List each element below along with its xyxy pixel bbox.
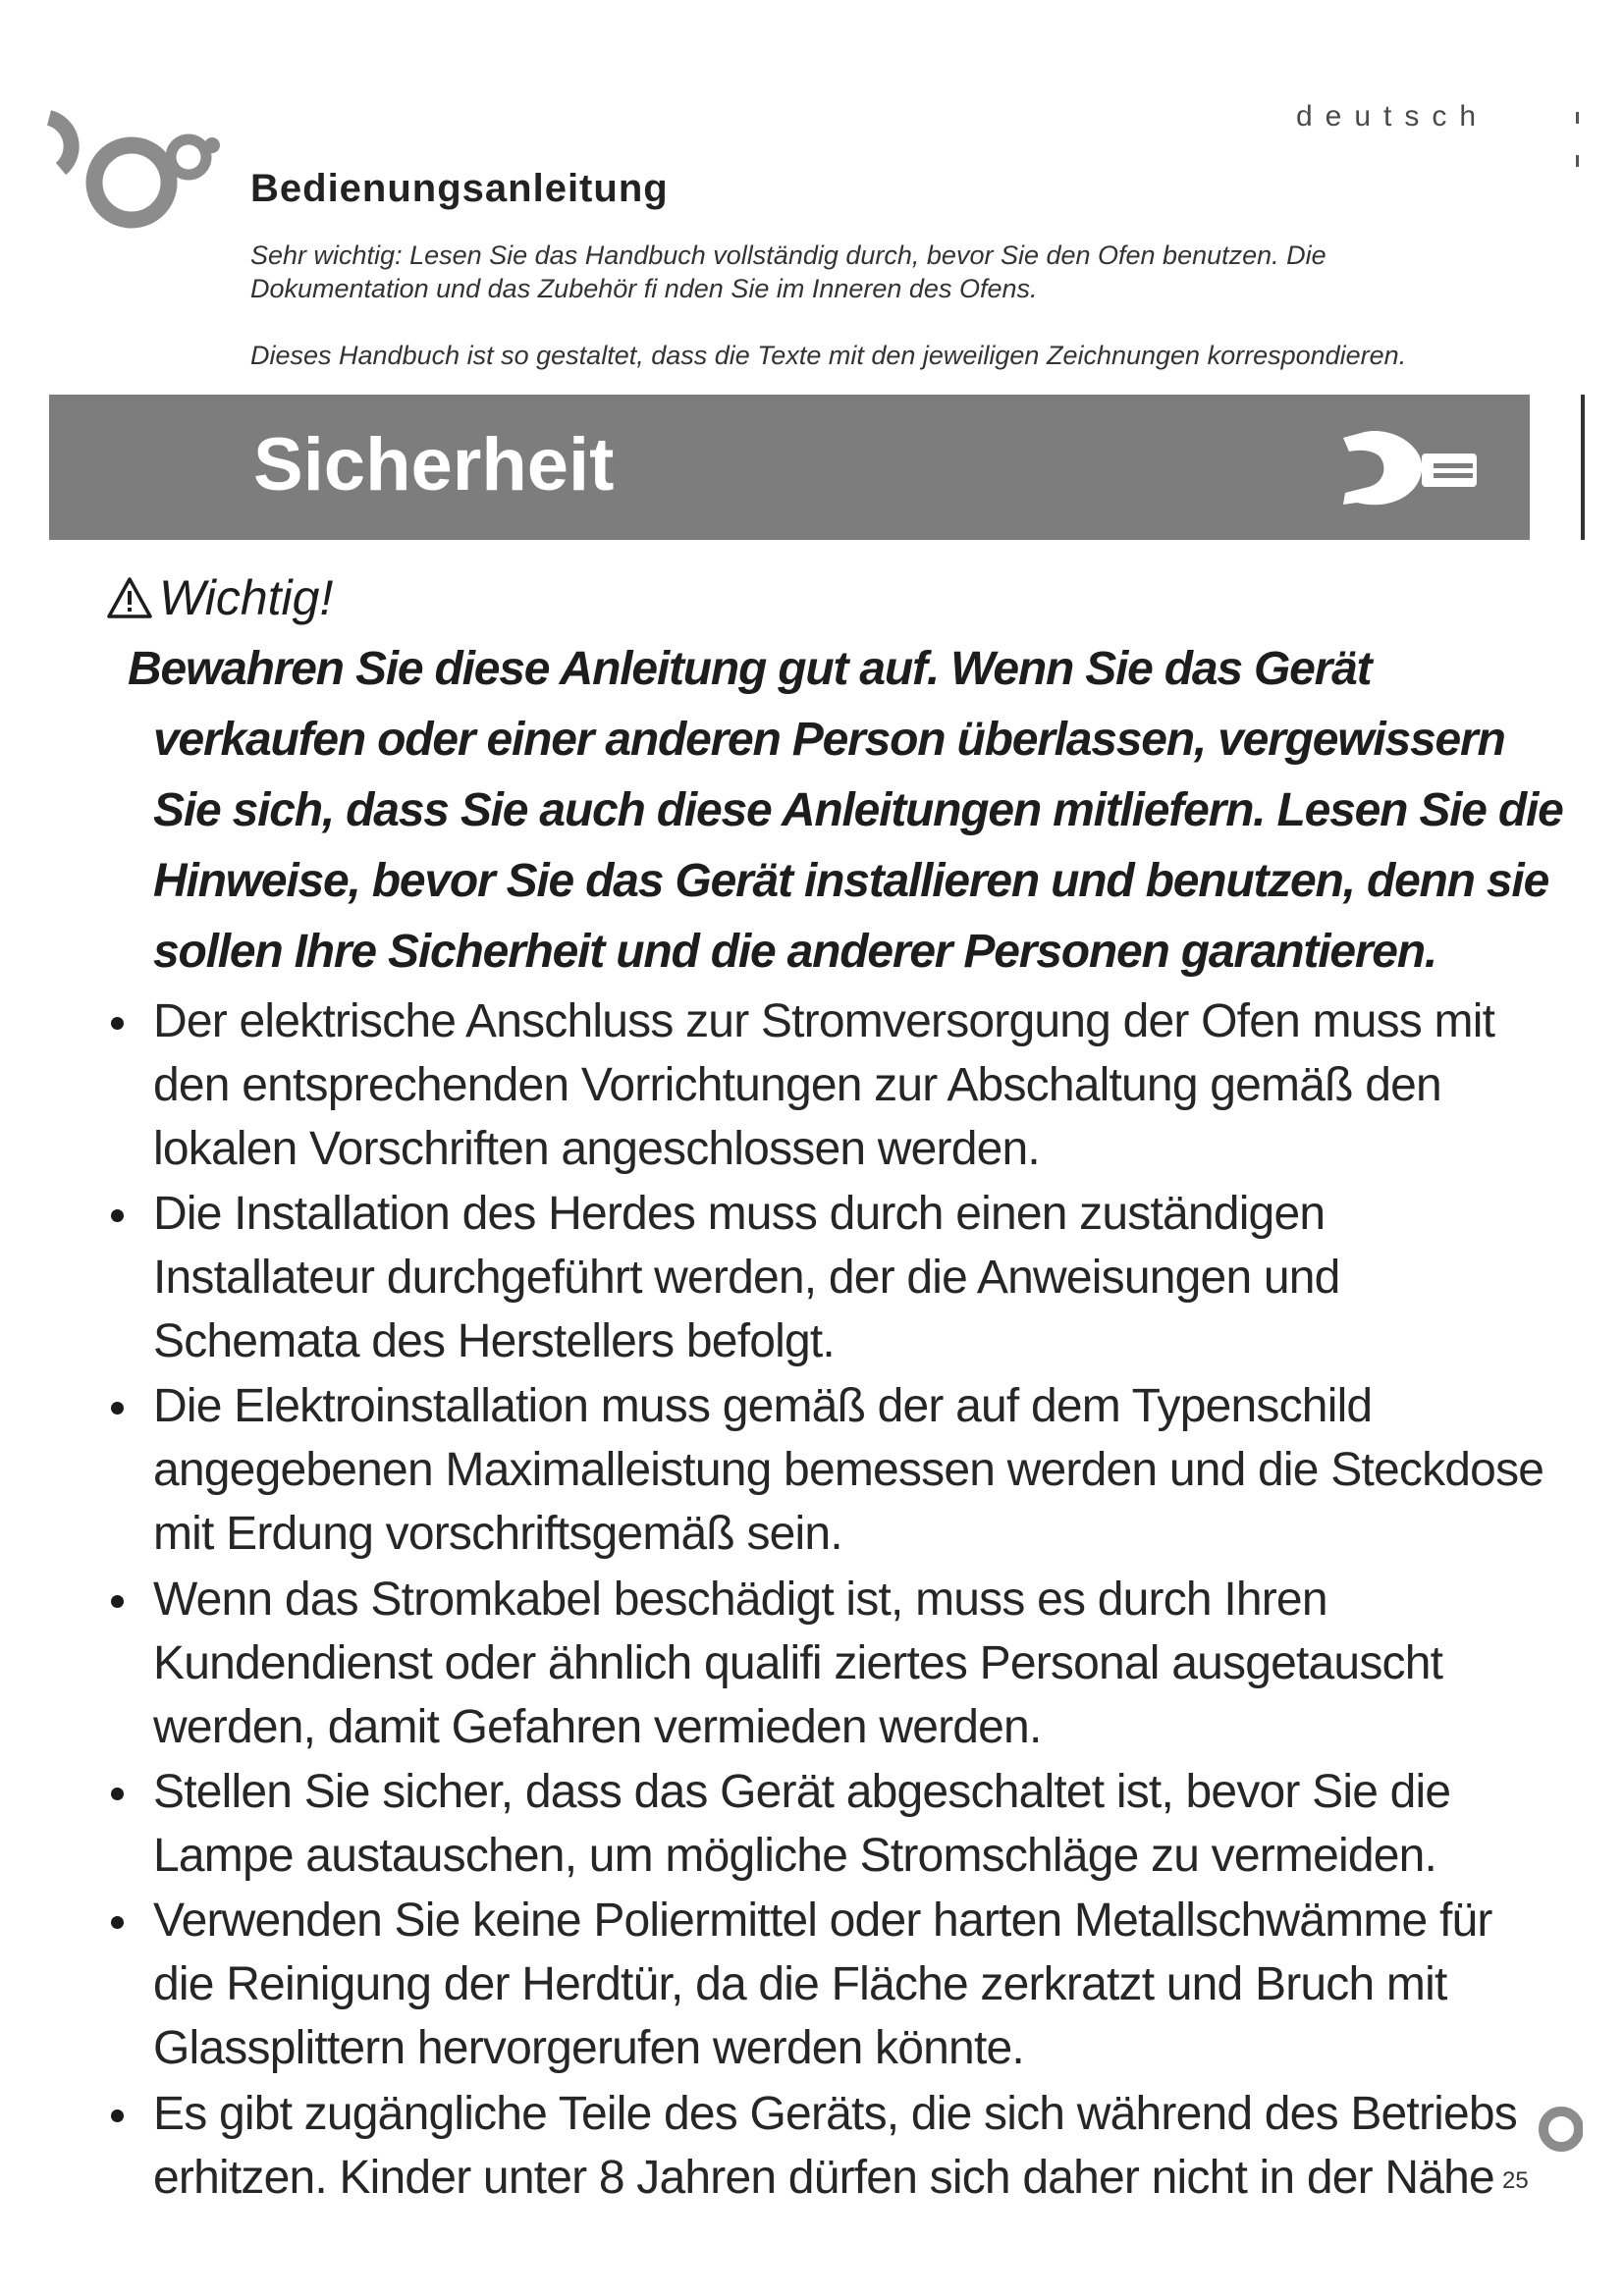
list-item-text: Verwenden Sie keine Poliermittel oder harten Metallschwämme für die Reinigung der Herdtür, da die Fläche zerkratzt und Bruch mit Glassplittern hervorgerufen werden könnte.	[153, 1895, 1492, 2074]
edge-mark	[1576, 155, 1579, 167]
warning-heading	[106, 569, 333, 626]
section-title: Sicherheit	[253, 423, 615, 507]
language-label: deutsch	[1296, 100, 1489, 133]
warning-line: Hinweise, bevor Sie das Gerät installieren und benutzen, denn sie	[153, 855, 1549, 907]
page-number: 25	[1502, 2167, 1529, 2194]
warning-line: verkaufen oder einer anderen Person überlassen, vergewissern	[153, 714, 1505, 766]
list-item-text: Wenn das Stromkabel beschädigt ist, muss es durch Ihren Kundendienst oder ähnlich qualifi ziertes Personal ausgetauscht werden, damit Gefahren vermieden werden.	[153, 1574, 1443, 1753]
edge-rule	[1581, 395, 1585, 540]
bullet-icon	[111, 1788, 124, 1800]
list-item	[106, 1760, 1549, 1888]
bullet-icon	[111, 1209, 124, 1222]
warning-icon	[106, 576, 153, 619]
ring-icon	[1532, 2099, 1583, 2160]
bullet-icon	[111, 1595, 124, 1608]
brand-logo	[41, 98, 228, 245]
list-item-text: Der elektrische Anschluss zur Stromversorgung der Ofen muss mit den entsprechenden Vorrichtungen zur Abschaltung gemäß den lokalen Vorschriften angeschlossen werden.	[153, 995, 1495, 1175]
bullet-icon	[111, 2109, 124, 2122]
bullet-icon	[111, 1017, 124, 1030]
warning-title: Wichtig!	[159, 570, 334, 625]
list-item	[106, 1374, 1549, 1566]
warning-line: sollen Ihre Sicherheit und die anderer Personen garantieren.	[153, 926, 1437, 978]
list-item	[106, 989, 1549, 1181]
list-item-text: Es gibt zugängliche Teile des Geräts, die sich während des Betriebs erhitzen. Kinder unter 8 Jahren dürfen sich daher nicht in der Nähe	[153, 2088, 1518, 2204]
bullet-icon	[111, 1916, 124, 1929]
intro-note: Dieses Handbuch ist so gestaltet, dass die Texte mit den jeweiligen Zeichnungen korrespondieren.	[250, 341, 1407, 370]
list-item	[106, 2082, 1549, 2210]
edge-mark	[1576, 112, 1579, 124]
list-item-text: Die Installation des Herdes muss durch einen zuständigen Installateur durchgeführt werden, der die Anweisungen und Schemata des Herstellers befolgt.	[153, 1188, 1340, 1367]
wrench-icon	[1324, 424, 1490, 514]
list-item-text: Die Elektroinstallation muss gemäß der auf dem Typenschild angegebenen Maximalleistung bemessen werden und die Steckdose mit Erdung vorschriftsgemäß sein.	[153, 1380, 1544, 1560]
bullet-icon	[111, 1402, 124, 1415]
list-item	[106, 1182, 1549, 1373]
intro-paragraph: Sehr wichtig: Lesen Sie das Handbuch vollständig durch, bevor Sie den Ofen benutzen. Die Dokumentation und das Zubehör fi nden Sie im Inneren des Ofens.	[250, 240, 1326, 303]
warning-line: Sie sich, dass Sie auch diese Anleitungen mitliefern. Lesen Sie die	[153, 784, 1563, 836]
warning-line: Bewahren Sie diese Anleitung gut auf. Wenn Sie das Gerät	[128, 643, 1372, 695]
document-title: Bedienungsanleitung	[250, 167, 669, 210]
list-item	[106, 1889, 1549, 2080]
list-item-text: Stellen Sie sicher, dass das Gerät abgeschaltet ist, bevor Sie die Lampe austauschen, um mögliche Stromschläge zu vermeiden.	[153, 1766, 1451, 1882]
list-item	[106, 1568, 1549, 1759]
